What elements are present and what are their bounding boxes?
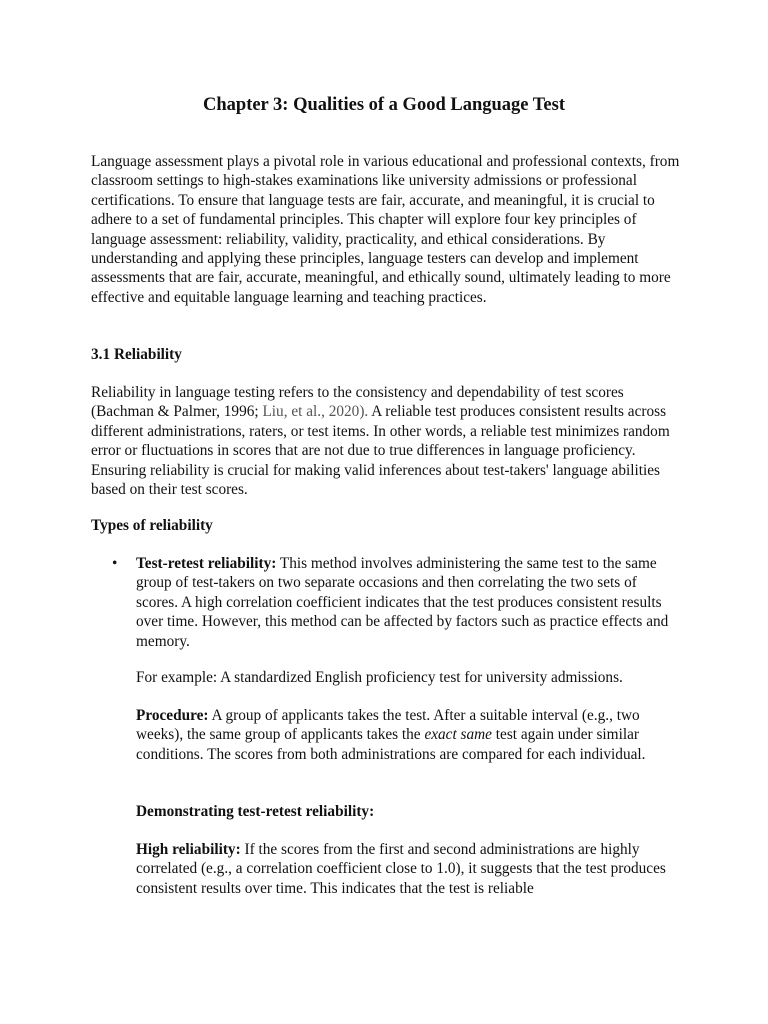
- chapter-title: Chapter 3: Qualities of a Good Language Test: [203, 95, 565, 115]
- procedure-paragraph: [136, 706, 681, 764]
- procedure-text-a: A group of applicants takes the test. After a suitable interval (e.g., two weeks), the same group of applicants takes the: [136, 707, 640, 744]
- example-paragraph: For example: A standardized English proficiency test for university admissions.: [136, 669, 623, 686]
- demonstrating-heading: Demonstrating test-retest reliability:: [136, 803, 375, 820]
- procedure-text-b: test again under similar conditions. The scores from both administrations are compared for each individual.: [136, 726, 646, 763]
- reliability-text-b: A reliable test produces consistent results across different administrations, raters, or test items. In other words, a reliable test minimizes random error or fluctuations in scores that are not due to true differences in language proficiency. Ensuring reliability is crucial for making valid inferences about test-takers' language abilities based on their test scores.: [91, 403, 670, 499]
- bullet-label: Test-retest reliability:: [136, 555, 277, 572]
- intro-paragraph: Language assessment plays a pivotal role in various educational and professional contexts, from classroom settings to high-stakes examinations like university admissions or professional certifications. To ensure that language tests are fair, accurate, and meaningful, it is crucial to adhere to a set of fundamental principles. This chapter will explore four key principles of language assessment: reliability, validity, practicality, and ethical considerations. By understanding and applying these principles, language testers can develop and implement assessments that are fair, accurate, meaningful, and ethically sound, ultimately leading to more effective and equitable language learning and teaching practices.: [91, 153, 680, 306]
- reliability-text-a: Reliability in language testing refers to the consistency and dependability of test scores (Bachman & Palmer, 1996;: [91, 384, 624, 421]
- bullet-item-test-retest: [136, 554, 681, 651]
- bullet-text: This method involves administering the same test to the same group of test-takers on two separate occasions and then correlating the two sets of scores. A high correlation coefficient indicates that the test produces consistent results over time. However, this method can be affected by factors such as practice effects and memory.: [136, 555, 669, 650]
- high-reliability-paragraph: [136, 840, 681, 898]
- procedure-emphasis: exact same: [424, 726, 492, 744]
- section-heading-reliability: 3.1 Reliability: [91, 346, 182, 363]
- citation-link[interactable]: Liu, et al., 2020).: [262, 403, 369, 421]
- types-heading: Types of reliability: [91, 517, 213, 534]
- high-reliability-label: High reliability:: [136, 841, 241, 858]
- procedure-label: Procedure:: [136, 707, 209, 724]
- bullet-icon: •: [112, 555, 118, 572]
- reliability-paragraph: [91, 383, 681, 499]
- high-reliability-text: If the scores from the first and second administrations are highly correlated (e.g., a correlation coefficient close to 1.0), it suggests that the test produces consistent results over time. This indicates that the test is reliable: [136, 841, 666, 897]
